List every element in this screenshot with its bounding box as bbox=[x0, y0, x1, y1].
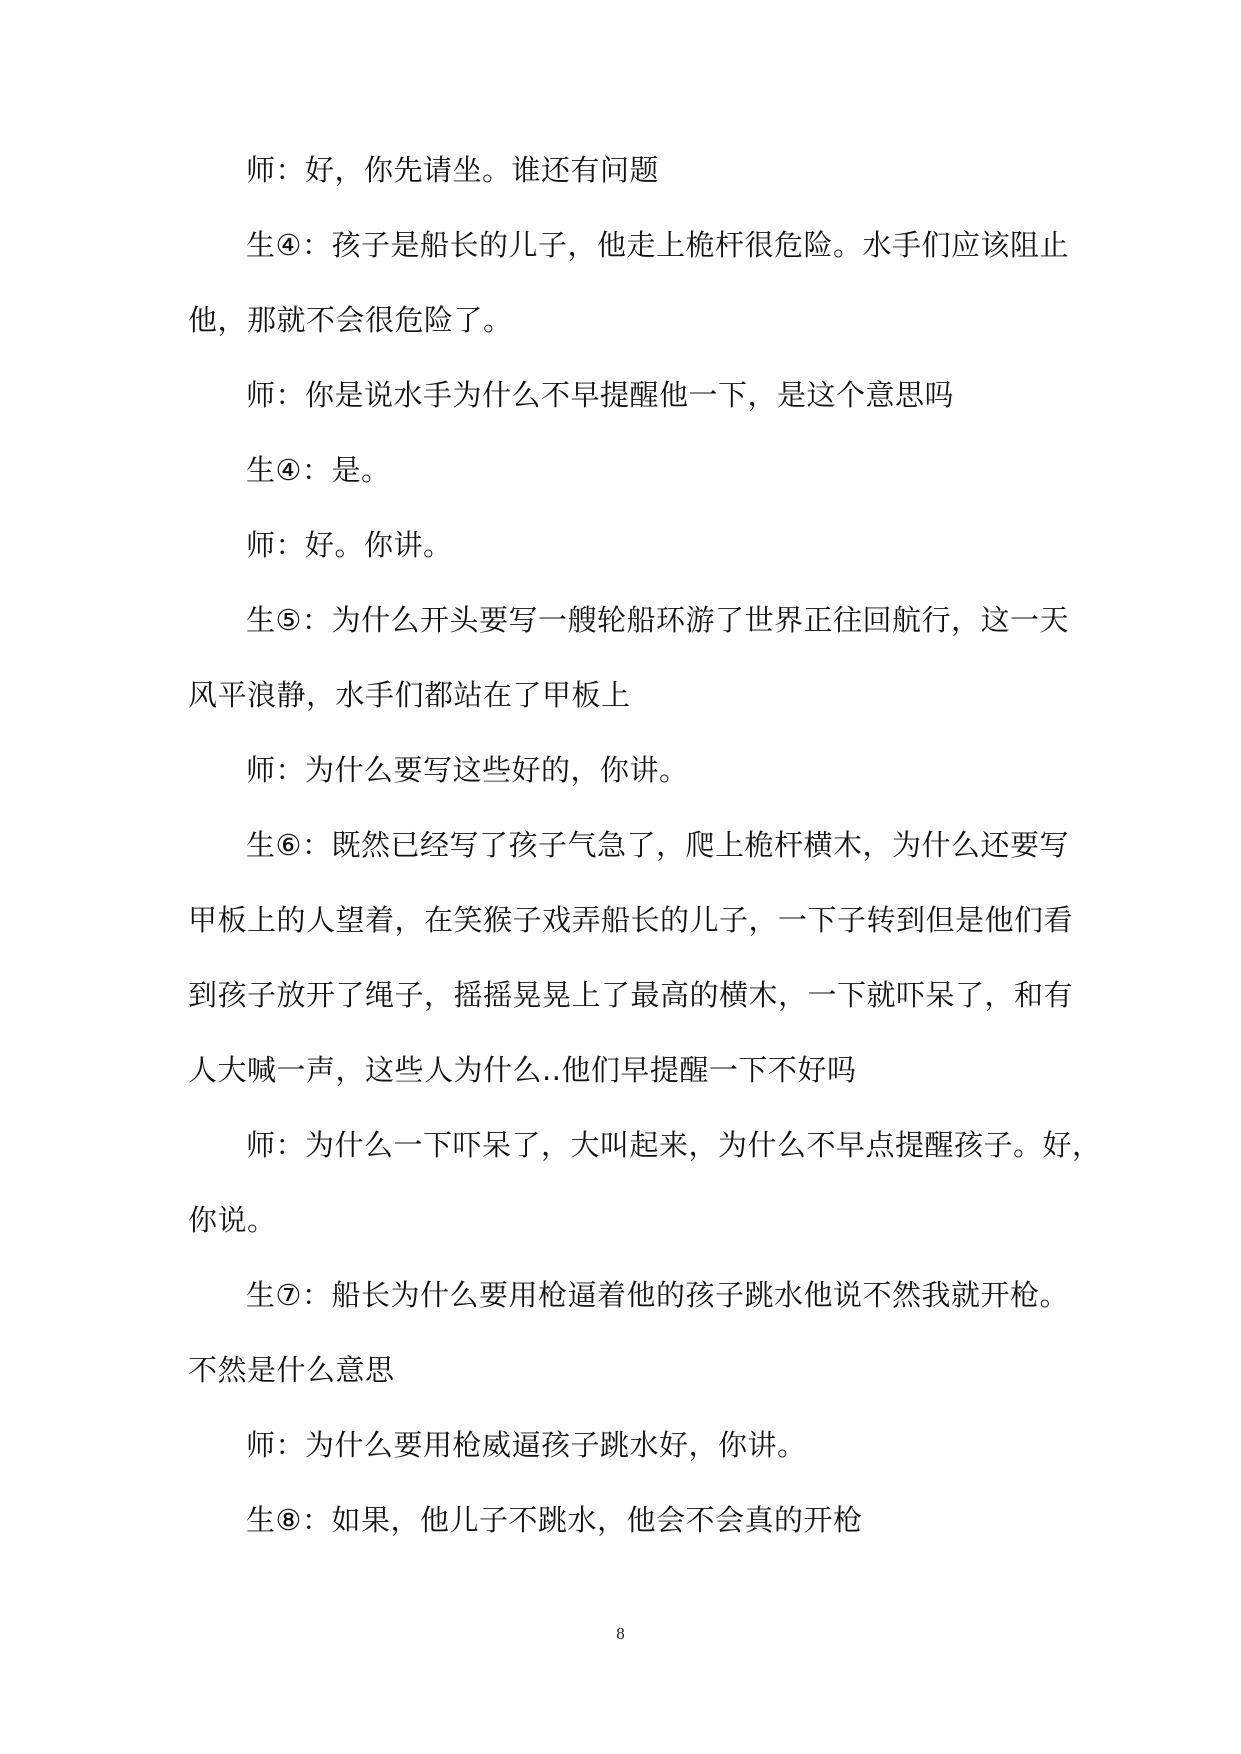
paragraph-line: 到孩子放开了绳子，摇摇晃晃上了最高的横木，一下就吓呆了，和有 bbox=[188, 978, 1074, 1012]
paragraph-line: 生⑦：船长为什么要用枪逼着他的孩子跳水他说不然我就开枪。 bbox=[246, 1278, 1069, 1312]
paragraph-line: 生⑤：为什么开头要写一艘轮船环游了世界正往回航行，这一天 bbox=[246, 603, 1069, 637]
paragraph-line: 生⑧：如果，他儿子不跳水，他会不会真的开枪 bbox=[246, 1503, 863, 1537]
page-number: 8 bbox=[616, 1624, 625, 1643]
paragraph-line: 他，那就不会很危险了。 bbox=[188, 303, 513, 337]
paragraph-line: 师：为什么要用枪威逼孩子跳水好，你讲。 bbox=[246, 1428, 807, 1462]
paragraph-line: 生④：是。 bbox=[246, 453, 391, 487]
paragraph-line: 生⑥：既然已经写了孩子气急了，爬上桅杆横木，为什么还要写 bbox=[246, 828, 1069, 862]
paragraph-line: 不然是什么意思 bbox=[188, 1353, 395, 1387]
paragraph-line: 风平浪静，水手们都站在了甲板上 bbox=[188, 678, 631, 712]
paragraph-line: 师：为什么一下吓呆了，大叫起来，为什么不早点提醒孩子。好， bbox=[246, 1128, 1102, 1162]
paragraph-line: 生④：孩子是船长的儿子，他走上桅杆很危险。水手们应该阻止 bbox=[246, 228, 1069, 262]
paragraph-line: 甲板上的人望着，在笑猴子戏弄船长的儿子，一下子转到但是他们看 bbox=[188, 903, 1074, 937]
paragraph-line: 师：你是说水手为什么不早提醒他一下，是这个意思吗 bbox=[246, 378, 955, 412]
paragraph-line: 师：好。你讲。 bbox=[246, 528, 453, 562]
paragraph-line: 你说。 bbox=[188, 1203, 277, 1237]
paragraph-line: 师：好，你先请坐。谁还有问题 bbox=[246, 153, 660, 187]
paragraph-line: 师：为什么要写这些好的，你讲。 bbox=[246, 753, 689, 787]
paragraph-line: 人大喊一声，这些人为什么..他们早提醒一下不好吗 bbox=[188, 1053, 857, 1087]
